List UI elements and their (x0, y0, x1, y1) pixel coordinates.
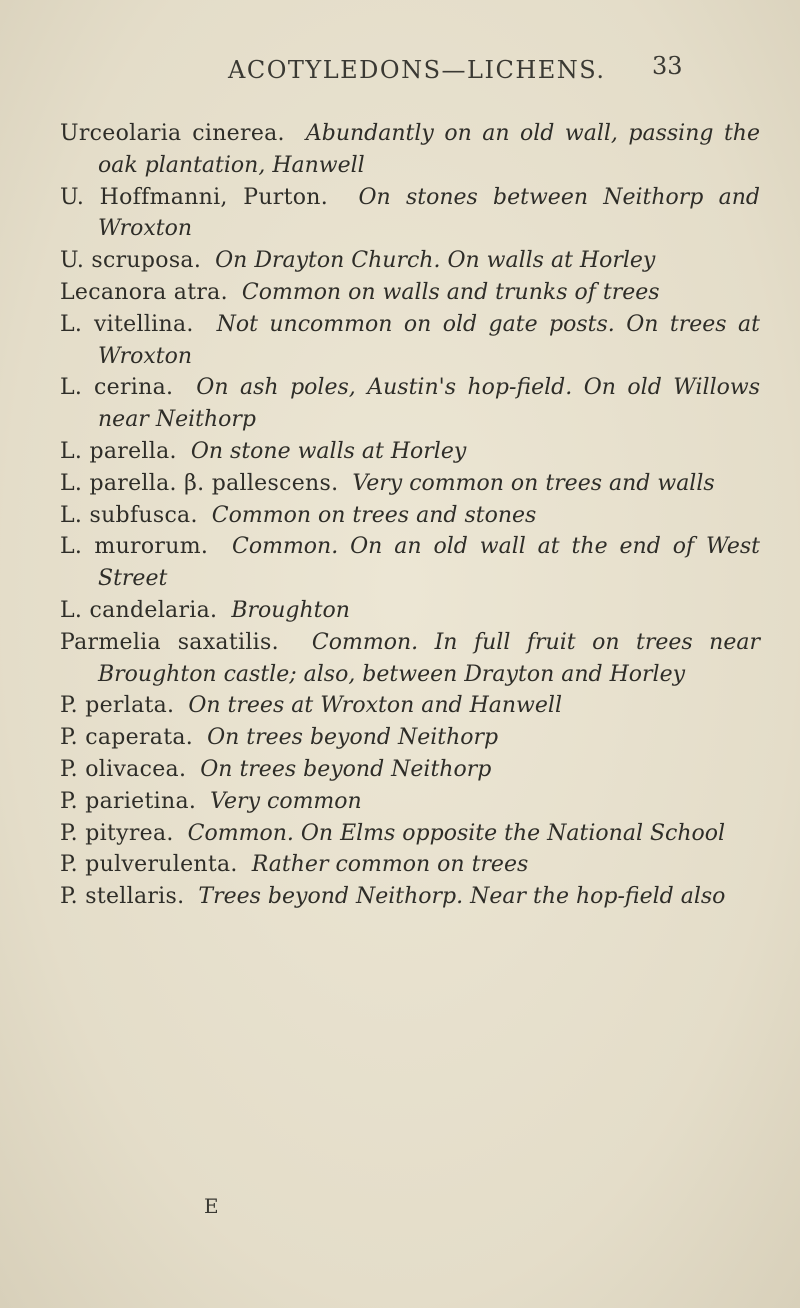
list-item: P. perlata. On trees at Wroxton and Hanwell (60, 693, 562, 719)
list-item: L. vitellina. Not uncommon on old gate posts. On trees at Wroxton (60, 311, 760, 369)
list-item: L. parella. β. pallescens. Very common on trees and walls (60, 470, 715, 496)
list-item: P. caperata. On trees beyond Neithorp (60, 725, 499, 751)
list-item: L. cerina. On ash poles, Austin's hop-field. On old Willows near Neithorp (60, 375, 760, 433)
list-item: P. stellaris. Trees beyond Neithorp. Near the hop-field also (60, 884, 726, 910)
list-item: Urceolaria cinerea. Abundantly on an old wall, passing the oak plantation, Hanwell (60, 121, 760, 178)
list-item: L. subfusca. Common on trees and stones (60, 502, 537, 528)
list-item: L. candelaria. Broughton (60, 597, 350, 623)
lichen-list (60, 118, 760, 913)
list-item: L. parella. On stone walls at Horley (60, 438, 467, 464)
list-item: P. pulverulenta. Rather common on trees (60, 852, 529, 878)
list-item: U. Hoffmanni, Purton. On stones between Neithorp and Wroxton (60, 184, 760, 242)
page-number: 33 (652, 52, 683, 80)
list-item: Parmelia saxatilis. Common. In full fruit on trees near Broughton castle; also, between Drayton and Horley (60, 629, 760, 687)
list-item: L. murorum. Common. On an old wall at the end of West Street (60, 534, 760, 592)
list-item: Lecanora atra. Common on walls and trunks of trees (60, 279, 660, 305)
page-header (0, 50, 800, 90)
list-item: U. scruposa. On Drayton Church. On walls at Horley (60, 248, 656, 274)
signature-mark: E (204, 1194, 219, 1218)
list-item: P. olivacea. On trees beyond Neithorp (60, 756, 492, 782)
list-item: P. pityrea. Common. On Elms opposite the National School (60, 820, 726, 846)
running-title: ACOTYLEDONS—LICHENS. (228, 56, 606, 84)
list-item: P. parietina. Very common (60, 788, 362, 814)
